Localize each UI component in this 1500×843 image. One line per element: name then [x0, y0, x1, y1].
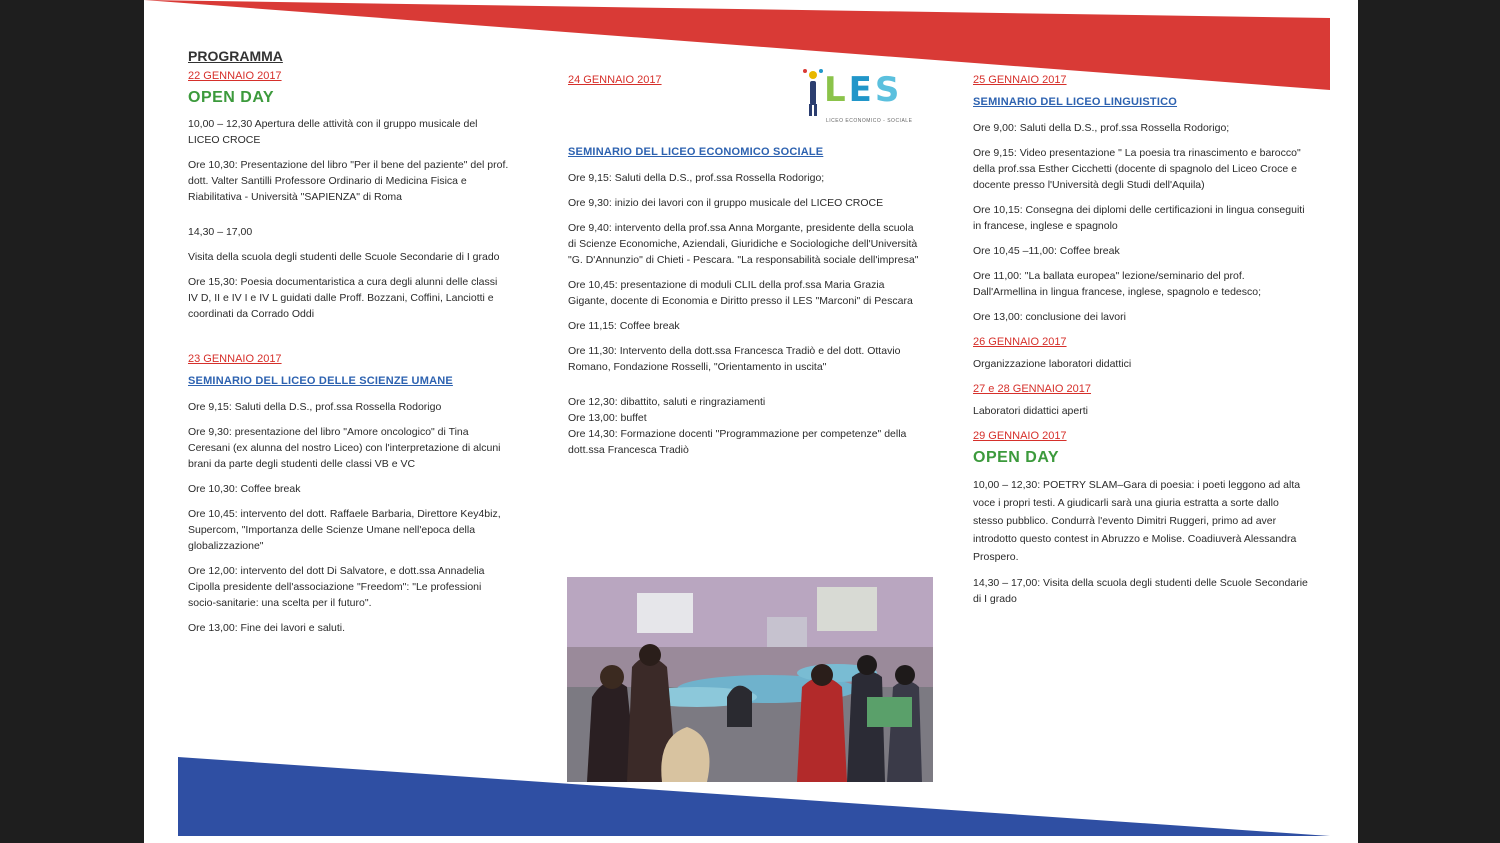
- open-day-heading-2: OPEN DAY: [973, 449, 1060, 466]
- list-item: Laboratori didattici aperti: [973, 405, 1088, 417]
- list-item: Ore 9,30: inizio dei lavori con il gruppo musicale del LICEO CROCE: [568, 197, 884, 209]
- list-item: Ore 11,15: Coffee break: [568, 320, 680, 332]
- list-item: Ore 9,15: Saluti della D.S., prof.ssa Rossella Rodorigo: [188, 401, 442, 413]
- list-item: 10,00 – 12,30 Apertura delle attività con il gruppo musicale del LICEO CROCE: [188, 118, 478, 146]
- time-range: 14,30 – 17,00: [188, 226, 253, 238]
- seminar-linguistico: SEMINARIO DEL LICEO LINGUISTICO: [973, 96, 1178, 108]
- brochure-page: [144, 0, 1358, 843]
- list-item: 14,30 – 17,00: Visita della scuola degli studenti delle Scuole Secondarie di I grado: [973, 577, 1308, 605]
- list-item: Ore 9,00: Saluti della D.S., prof.ssa Rossella Rodorigo;: [973, 122, 1230, 134]
- list-item: Ore 13,00: buffet: [568, 412, 647, 424]
- list-item: Ore 9,15: Saluti della D.S., prof.ssa Rossella Rodorigo;: [568, 172, 825, 184]
- list-item: Ore 14,30: Formazione docenti "Programmazione per competenze" della dott.ssa Francesca Tradiò: [568, 428, 907, 456]
- list-item: Visita della scuola degli studenti delle Scuole Secondarie di I grado: [188, 251, 500, 263]
- column-right: [973, 72, 1309, 616]
- list-item: Organizzazione laboratori didattici: [973, 358, 1132, 370]
- logo-text: LES: [824, 70, 903, 110]
- list-item: Ore 10,45: intervento del dott. Raffaele Barbaria, Direttore Key4biz, Supercom, "Importanza delle Scienze Umane nell'epoca della globalizzazione": [188, 508, 501, 552]
- date-27-28-gennaio: 27 e 28 GENNAIO 2017: [973, 383, 1092, 395]
- logo-subtitle: LICEO ECONOMICO - SOCIALE: [826, 118, 913, 124]
- list-item: Ore 10,30: Presentazione del libro "Per il bene del paziente" del prof. dott. Valter Santilli Professore Ordinario di Medicina Fisica e Riabilitativa - Università "SAPIENZA" di Roma: [188, 159, 509, 203]
- list-item: Ore 9,40: intervento della prof.ssa Anna Morgante, presidente della scuola di Scienze Economiche, Aziendali, Giuridiche e Sociologiche dell'Università "G. D'Annunzio" di Chieti - Pescara. "La responsabilità sociale dell'impresa": [568, 222, 919, 266]
- date-22-gennaio: 22 GENNAIO 2017: [188, 70, 282, 82]
- list-item: Ore 13,00: conclusione dei lavori: [973, 311, 1126, 323]
- list-item: Ore 12,00: intervento del dott Di Salvatore, e dott.ssa Annadelia Cipolla presidente dell'associazione "Freedom": "Le professioni socio-sanitarie: una scelta per il futuro".: [188, 565, 485, 609]
- seminar-economico-sociale: SEMINARIO DEL LICEO ECONOMICO SOCIALE: [568, 146, 824, 158]
- date-23-gennaio: 23 GENNAIO 2017: [188, 353, 282, 365]
- date-25-gennaio: 25 GENNAIO 2017: [973, 74, 1067, 86]
- list-item: Ore 9,30: presentazione del libro "Amore oncologico" di Tina Ceresani (ex alunna del nostro Liceo) con l'interpretazione di alcuni brani da parte degli studenti delle classi VB e VC: [188, 426, 501, 470]
- classroom-photo: [567, 577, 933, 782]
- date-26-gennaio: 26 GENNAIO 2017: [973, 336, 1067, 348]
- list-item: Ore 15,30: Poesia documentaristica a cura degli alunni delle classi IV D, II e IV I e IV L guidati dalle Proff. Bozzani, Coffini, Lanciotti e coordinati da Corrado Oddi: [188, 276, 498, 320]
- list-item: Ore 11,30: Intervento della dott.ssa Francesca Tradiò e del dott. Ottavio Romano, Fondazione Rosselli, "Orientamento in uscita": [568, 345, 901, 373]
- date-24-gennaio: 24 GENNAIO 2017: [568, 74, 662, 86]
- list-item: Ore 10,15: Consegna dei diplomi delle certificazioni in lingua conseguiti in francese, inglese e spagnolo: [973, 204, 1305, 232]
- list-item: Ore 10,45 –11,00: Coffee break: [973, 245, 1120, 257]
- open-day-heading: OPEN DAY: [188, 89, 275, 106]
- logo-figure-icon: [800, 68, 826, 118]
- list-item: Ore 10,45: presentazione di moduli CLIL della prof.ssa Maria Grazia Gigante, docente di Economia e Diritto presso il LES "Marconi" di Pescara: [568, 279, 913, 307]
- list-item: Ore 9,15: Video presentazione " La poesia tra rinascimento e barocco" della prof.ssa Esther Cicchetti (docente di spagnolo del Liceo Croce e docente presso l'Università degli Studi dell'Aquila): [973, 147, 1301, 191]
- list-item: Ore 13,00: Fine dei lavori e saluti.: [188, 622, 345, 634]
- list-item: Ore 10,30: Coffee break: [188, 483, 301, 495]
- les-logo: [800, 66, 913, 132]
- program-heading: PROGRAMMA: [188, 48, 283, 64]
- list-item: Ore 12,30: dibattito, saluti e ringraziamenti: [568, 396, 766, 408]
- list-item: 10,00 – 12,30: POETRY SLAM–Gara di poesia: i poeti leggono ad alta voce i propri testi. A giudicarli sarà una giuria estratta a sorte dallo stesso pubblico. Condurrà l'evento Dimitri Ruggeri, primo ad aver introdotto questo contest in Abruzzo e Molise. Coadiuverà Alessandra Prospero.: [973, 479, 1301, 563]
- seminar-scienze-umane: SEMINARIO DEL LICEO DELLE SCIENZE UMANE: [188, 375, 453, 387]
- column-left: [188, 48, 510, 645]
- list-item: Ore 11,00: "La ballata europea" lezione/seminario del prof. Dall'Armellina in lingua francese, inglese, spagnolo e tedesco;: [973, 270, 1262, 298]
- date-29-gennaio: 29 GENNAIO 2017: [973, 430, 1067, 442]
